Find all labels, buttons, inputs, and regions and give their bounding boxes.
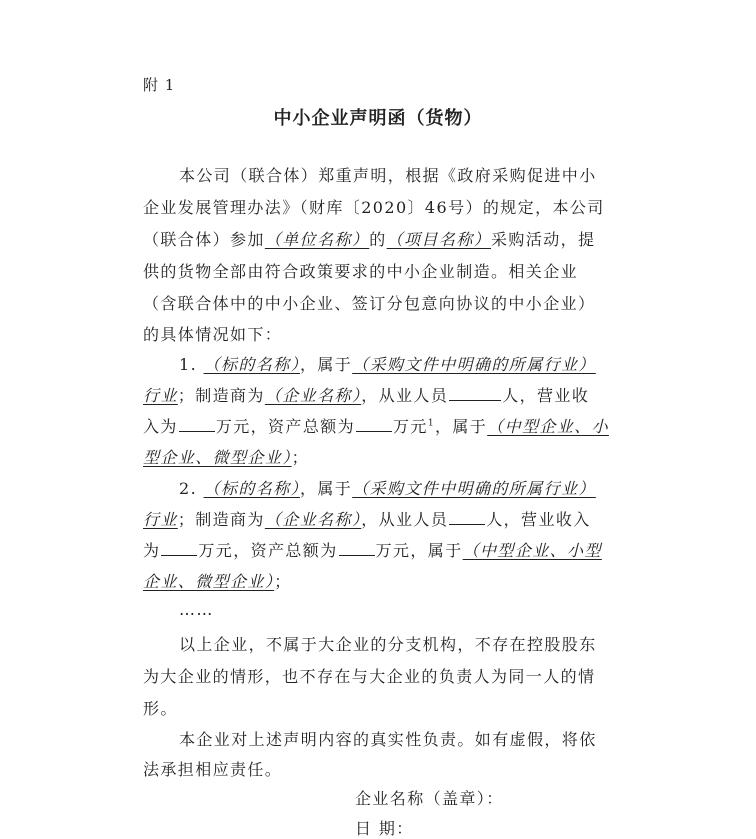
item-2-line-2	[143, 507, 591, 530]
item-text: ；制造商为	[177, 510, 265, 529]
item-text: ，从业人员	[361, 386, 449, 405]
statement-line-3: 形。	[143, 699, 178, 718]
item-2-line-1	[179, 476, 596, 499]
intro-line-4: 供的货物全部由符合政策要求的中小企业制造。相关企业	[143, 262, 579, 281]
intro-line-6: 的具体情况如下：	[143, 325, 283, 344]
item-text: ；	[291, 448, 310, 467]
item-text: ，属于	[434, 417, 488, 436]
industry-field: （采购文件中明确的所属行业）	[352, 479, 596, 498]
industry-field-tail: 行业	[143, 386, 178, 405]
ellipsis: ……	[179, 600, 214, 619]
item-text: 人，营业收	[502, 386, 590, 405]
intro-line-2: 企业发展管理办法》（财库〔2020〕46号）的规定，本公司	[143, 198, 605, 217]
item-text: ；制造商为	[177, 386, 265, 405]
item-1-line-1	[179, 352, 596, 375]
item-1-line-2	[143, 383, 589, 406]
item-text: 万元，资产总额为	[198, 541, 338, 560]
company-name-field: （企业名称）	[264, 510, 362, 529]
item-2-line-3	[143, 538, 602, 561]
item-1-line-3	[143, 414, 609, 437]
project-name-field: （项目名称）	[386, 230, 492, 249]
company-seal-label: 企业名称（盖章）：	[355, 789, 504, 808]
item-text: ，从业人员	[361, 510, 449, 529]
company-name-field: （企业名称）	[264, 386, 362, 405]
enterprise-type-field-tail: 企业、微型企业）	[143, 572, 275, 591]
staff-count-blank	[449, 386, 501, 401]
enterprise-type-field: （中型企业、小	[487, 417, 609, 436]
item-2-line-4	[143, 569, 292, 592]
statement-line-2: 为大企业的情形，也不存在与大企业的负责人为同一人的情	[143, 667, 596, 686]
date-label: 日 期：	[355, 819, 414, 838]
item-text: 万元	[393, 417, 428, 436]
intro-line-3	[143, 227, 595, 250]
item-text: 万元，资产总额为	[215, 417, 356, 436]
item-text: 万元，属于	[375, 541, 463, 560]
item-text: 为	[143, 541, 161, 560]
industry-field: （采购文件中明确的所属行业）	[352, 355, 596, 374]
assets-blank	[356, 417, 392, 432]
intro-line-1: 本公司（联合体）郑重声明，根据《政府采购促进中小	[179, 166, 597, 185]
item-text: ，属于	[299, 479, 353, 498]
enterprise-type-field: （中型企业、小型	[462, 541, 602, 560]
item-number: 2.	[179, 479, 198, 498]
revenue-blank	[161, 541, 197, 556]
assets-blank	[339, 541, 375, 556]
intro-text: （联合体）参加	[143, 230, 265, 249]
industry-field-tail: 行业	[143, 510, 178, 529]
lot-name-field: （标的名称）	[203, 479, 300, 498]
item-number: 1.	[179, 355, 198, 374]
lot-name-field: （标的名称）	[203, 355, 300, 374]
item-text: ；	[274, 572, 292, 591]
item-text: 人，营业收入	[486, 510, 591, 529]
statement-line-1: 以上企业，不属于大企业的分支机构，不存在控股股东	[179, 635, 597, 654]
item-1-line-4	[143, 445, 309, 468]
footnote-mark: 1	[427, 418, 435, 429]
unit-name-field: （单位名称）	[264, 230, 370, 249]
intro-line-5: （含联合体中的中小企业、签订分包意向协议的中小企业）	[143, 294, 596, 313]
intro-text: 采购活动，提	[491, 230, 596, 249]
intro-text: 的	[369, 230, 387, 249]
item-text: 入为	[143, 417, 178, 436]
responsibility-line-2: 法承担相应责任。	[143, 760, 283, 779]
item-text: ，属于	[299, 355, 353, 374]
appendix-label: 附 1	[143, 76, 176, 94]
revenue-blank	[179, 417, 215, 432]
page-title: 中小企业声明函（货物）	[273, 108, 483, 129]
enterprise-type-field-tail: 型企业、微型企业）	[143, 448, 292, 467]
staff-count-blank	[449, 510, 485, 525]
responsibility-line-1: 本企业对上述声明内容的真实性负责。如有虚假，将依	[179, 730, 597, 749]
